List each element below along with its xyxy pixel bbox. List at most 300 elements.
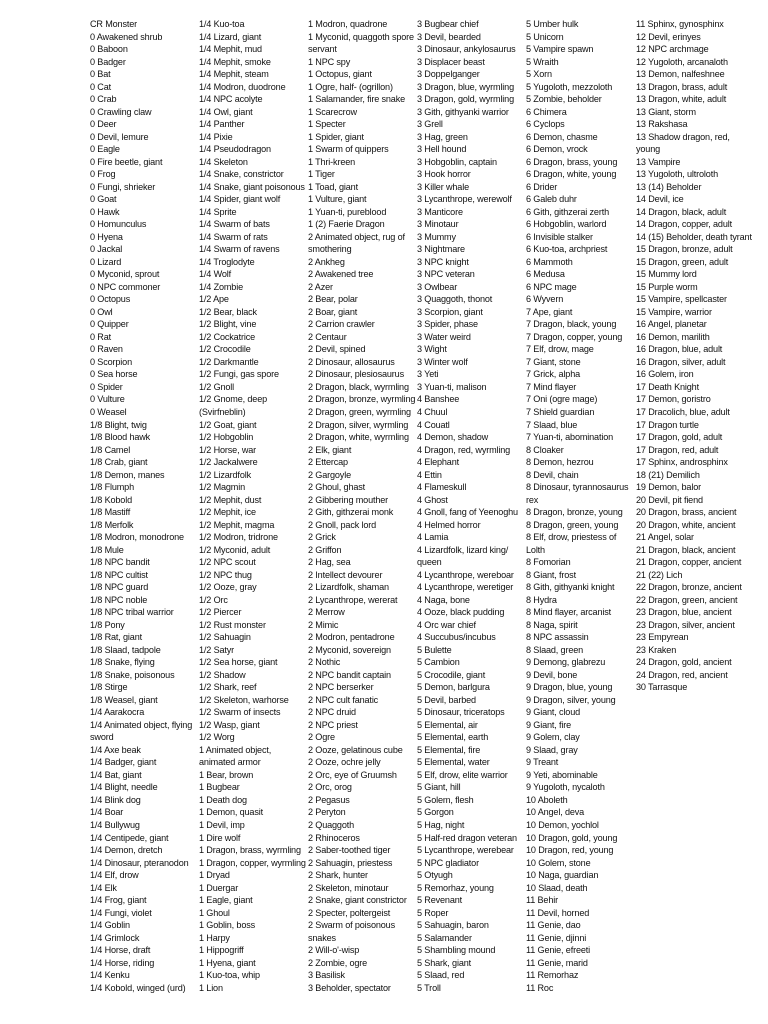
monster-entry: 5 Elemental, water [417,757,490,768]
monster-entry: 2 Gibbering mouther [308,494,389,505]
monster-entry: 2 Ghoul, ghast [308,482,366,493]
monster-entry: 3 Devil, bearded [417,31,481,42]
monster-entry: 1/4 Fungi, violet [90,907,152,918]
monster-entry: 5 Dinosaur, triceratops [417,707,505,718]
monster-entry: 1 Kuo-toa, whip [199,970,260,981]
monster-entry: 8 Dragon, bronze, young [526,507,623,518]
monster-entry: 8 Elf, drow, priestess of Lolth [526,532,617,555]
monster-entry: 3 Water weird [417,331,471,342]
monster-entry: 2 Merrow [308,607,345,618]
monster-entry: 0 Scorpion [90,356,132,367]
monster-entry: 5 Crocodile, giant [417,669,486,680]
monster-entry: 2 Dragon, black, wyrmling [308,381,409,392]
monster-entry: 1/4 Snake, constrictor [199,169,284,180]
monster-entry: 2 NPC berserker [308,682,374,693]
monster-entry: 0 Badger [90,56,126,67]
monster-entry: 5 Half-red dragon veteran [417,832,517,843]
monster-entry: 5 Revenant [417,895,463,906]
monster-entry: 1 Modron, quadrone [308,19,388,29]
monster-entry: 4 Dragon, red, wyrmling [417,444,511,455]
monster-entry: 13 Yugoloth, ultroloth [636,169,718,180]
monster-entry: 1/8 Snake, poisonous [90,669,175,680]
monster-entry: 1/4 Sprite [199,206,237,217]
monster-entry: 2 Myconid, sovereign [308,644,391,655]
monster-entry: 6 Medusa [526,269,565,280]
monster-entry: 2 Orc, orog [308,782,352,793]
monster-entry: 1/2 Bear, black [199,306,257,317]
monster-entry: 9 Giant, fire [526,719,572,730]
monster-entry: 3 Gith, githyanki warrior [417,106,509,117]
monster-column-1 [90,18,200,994]
monster-entry: 4 Chuul [417,406,448,417]
monster-entry: 1/2 Lizardfolk [199,469,251,480]
monster-entry: 5 Devil, barbed [417,694,476,705]
monster-entry: 1 Hippogriff [199,945,244,956]
monster-entry: 1 Harpy [199,932,230,943]
monster-entry: 1/2 Worg [199,732,235,743]
monster-entry: 1/4 Swarm of rats [199,231,268,242]
monster-entry: 5 Sahuagin, baron [417,920,489,931]
monster-entry: 2 Animated object, rug of smothering [308,231,405,255]
monster-entry: 3 Mummy [417,231,456,242]
monster-entry: 8 Dragon, green, young [526,519,619,530]
monster-entry: 1 Bugbear [199,782,240,793]
monster-entry: 8 Giant, frost [526,569,576,580]
monster-entry: 2 NPC cult fanatic [308,694,379,705]
monster-entry: 0 Octopus [90,294,131,305]
monster-entry: 15 Dragon, green, adult [636,256,729,267]
monster-entry: 2 Carrion crawler [308,319,375,330]
monster-entry: 15 Mummy lord [636,269,697,280]
monster-entry: 1 Duergar [199,882,239,893]
monster-entry: 1/8 Demon, manes [90,469,165,480]
monster-entry: 0 Weasel [90,406,127,417]
monster-entry: 1/2 Gnome, deep (Svirfneblin) [199,394,268,417]
monster-entry: 5 Hag, night [417,820,465,830]
monster-entry: 0 Frog [90,169,116,180]
monster-entry: 10 Angel, deva [526,807,585,818]
monster-entry: 1/4 Skeleton [199,156,248,167]
monster-entry: 4 Orc war chief [417,619,476,630]
monster-entry: 5 Elemental, air [417,719,478,730]
monster-entry: 0 Awakened shrub [90,31,163,42]
monster-entry: 10 Aboleth [526,794,568,805]
monster-entry: 2 Devil, spined [308,344,366,355]
monster-entry: 2 Lycanthrope, wererat [308,594,398,605]
monster-entry: 20 Dragon, white, ancient [636,519,736,530]
monster-entry: 3 Wight [417,344,447,355]
monster-entry: 2 Intellect devourer [308,569,383,580]
monster-entry: 13 Dragon, white, adult [636,94,727,105]
monster-entry: 3 Yeti [417,369,439,380]
monster-entry: 8 Cloaker [526,444,564,455]
monster-entry: 1 Dryad [199,870,230,881]
monster-entry: 5 Remorhaz, young [417,882,494,893]
monster-entry: 0 Lizard [90,256,122,267]
monster-entry: 24 Dragon, red, ancient [636,669,728,680]
monster-entry: 5 Shark, giant [417,957,472,968]
monster-entry: 1/8 Rat, giant [90,632,142,643]
monster-entry: 2 Swarm of poisonous snakes [308,920,395,943]
monster-entry: 5 Slaad, red [417,970,465,981]
monster-entry: 2 Boar, giant [308,306,358,317]
monster-entry: 1 Myconid, quaggoth spore servant [308,31,414,55]
monster-entry: 3 Doppelganger [417,69,480,80]
monster-entry: 0 Crawling claw [90,106,152,117]
monster-entry: 1/8 NPC bandit [90,557,150,568]
monster-entry: 7 Slaad, blue [526,419,578,430]
monster-entry: 1/4 Troglodyte [199,256,255,267]
monster-entry: 1/4 Blink dog [90,794,141,805]
monster-entry: 5 Yugoloth, mezzoloth [526,81,613,92]
monster-entry: 2 Rhinoceros [308,832,360,843]
monster-entry: 0 Goat [90,194,117,205]
monster-entry: 1/4 Mephit, mud [199,44,262,55]
monster-entry: 5 Elf, drow, elite warrior [417,769,508,780]
monster-entry: 5 Troll [417,982,441,993]
monster-entry: 3 Scorpion, giant [417,306,483,317]
monster-entry: 1/4 Grimlock [90,932,140,943]
monster-entry: 8 Mind flayer, arcanist [526,607,612,618]
monster-entry: 11 Devil, horned [526,907,590,918]
monster-entry: 2 Elk, giant [308,444,352,455]
monster-entry: 5 Gorgon [417,807,454,818]
monster-entry: 16 Dragon, blue, adult [636,344,723,355]
monster-entry: 1/8 Merfolk [90,519,134,530]
monster-entry: 16 Angel, planetar [636,319,707,330]
monster-entry: 1/2 Skeleton, warhorse [199,694,289,705]
monster-entry: 9 Devil, bone [526,669,578,680]
monster-entry: 1/4 Snake, giant poisonous [199,181,305,192]
monster-entry: 1/4 Dinosaur, pteranodon [90,857,189,868]
monster-entry: 1 Hyena, giant [199,957,256,968]
monster-entry: 24 Dragon, gold, ancient [636,657,732,668]
monster-entry: 4 Ooze, black pudding [417,607,505,618]
monster-entry: 1/2 Mephit, dust [199,494,262,505]
monster-entry: 13 Vampire [636,156,681,167]
monster-entry: 5 Cambion [417,657,460,668]
monster-entry: 1/4 Zombie [199,281,243,292]
monster-entry: 3 Yuan-ti, malison [417,381,487,392]
monster-entry: 1/4 Aarakocra [90,707,145,718]
monster-entry: 17 Death Knight [636,381,699,392]
monster-entry: 8 Hydra [526,594,557,605]
monster-entry: 2 Dragon, white, wyrmling [308,432,409,443]
monster-entry: 5 Vampire spawn [526,44,594,55]
monster-entry: 1 Scarecrow [308,106,357,117]
monster-entry: 1/2 Myconid, adult [199,544,271,555]
monster-entry: 2 Dinosaur, allosaurus [308,356,395,367]
monster-entry: 3 Dragon, blue, wyrmling [417,81,514,92]
monster-entry: 2 Shark, hunter [308,870,368,881]
monster-entry: 17 Dracolich, blue, adult [636,406,730,417]
monster-entry: 7 Mind flayer [526,381,577,392]
monster-entry: 14 Dragon, black, adult [636,206,727,217]
monster-entry: 5 Elemental, fire [417,744,481,755]
monster-entry: 1/4 Horse, riding [90,957,155,968]
monster-entry: 5 Bulette [417,644,452,655]
monster-entry: 2 Ettercap [308,457,348,468]
monster-entry: 15 Dragon, bronze, adult [636,244,733,255]
monster-entry: 9 Yeti, abominable [526,769,598,780]
monster-entry: 1/8 Blight, twig [90,419,147,430]
monster-entry: 30 Tarrasque [636,682,688,693]
monster-entry: 7 Elf, drow, mage [526,344,594,355]
monster-entry: 1 Specter [308,119,346,130]
monster-entry: 10 Dragon, red, young [526,845,614,856]
monster-entry: 2 Centaur [308,331,347,342]
monster-entry: 1/2 Darkmantle [199,356,259,367]
monster-entry: 13 Shadow dragon, red, young [636,131,730,155]
monster-entry: 11 Genie, dao [526,920,581,931]
monster-entry: 5 Lycanthrope, werebear [417,845,514,856]
monster-entry: 1/4 NPC acolyte [199,94,263,105]
monster-entry: 9 Demong, glabrezu [526,657,606,668]
monster-entry: 0 Rat [90,331,111,342]
monster-entry: 10 Dragon, gold, young [526,832,618,843]
monster-entry: 1/2 Modron, tridrone [199,532,278,543]
monster-column-4 [417,18,527,994]
monster-entry: 0 Hyena [90,231,123,242]
monster-entry: 23 Kraken [636,644,677,655]
monster-entry: 10 Golem, stone [526,857,591,868]
monster-entry: 1/4 Bat, giant [90,769,142,780]
monster-entry: 2 Ankheg [308,256,345,267]
monster-entry: 23 Empyrean [636,632,689,643]
monster-entry: 3 Dragon, gold, wyrmling [417,94,514,105]
monster-entry: 6 Dragon, brass, young [526,156,618,167]
monster-entry: 2 Dragon, silver, wyrmling [308,419,409,430]
monster-entry: 1 Death dog [199,794,247,805]
monster-entry: 3 Grell [417,119,443,130]
monster-entry: 1/2 Sea horse, giant [199,657,278,668]
monster-entry: 1 Swarm of quippers [308,144,389,155]
monster-entry: 1/2 Ape [199,294,229,305]
monster-entry: 1/2 Sahuagin [199,632,251,643]
monster-column-3 [308,18,418,994]
monster-entry: 11 Behir [526,895,558,906]
monster-entry: 1 Tiger [308,169,335,180]
monster-entry: 1 Thri-kreen [308,156,356,167]
monster-entry: 3 Quaggoth, thonot [417,294,493,305]
monster-entry: 6 Dragon, white, young [526,169,617,180]
monster-entry: 6 Invisible stalker [526,231,593,242]
monster-entry: 0 Hawk [90,206,120,217]
monster-entry: 5 Wraith [526,56,559,67]
monster-entry: 0 Deer [90,119,117,130]
monster-entry: 1 Dragon, copper, wyrmling [199,857,306,868]
monster-entry: 1 Eagle, giant [199,895,253,906]
monster-entry: 16 Dragon, silver, adult [636,356,726,367]
monster-entry: 3 Minotaur [417,219,459,230]
monster-entry: 13 Giant, storm [636,106,696,117]
monster-entry: 0 Fire beetle, giant [90,156,163,167]
monster-entry: 2 Bear, polar [308,294,358,305]
monster-entry: 1/2 Satyr [199,644,235,655]
monster-entry: 15 Vampire, warrior [636,306,712,317]
monster-entry: 4 Succubus/incubus [417,632,496,643]
monster-entry: 8 Gith, githyanki knight [526,582,615,593]
monster-entry: 11 Remorhaz [526,970,579,981]
monster-entry: 1/2 Mephit, magma [199,519,275,530]
monster-entry: 6 Wyvern [526,294,564,305]
monster-entry: 6 Demon, chasme [526,131,598,142]
monster-entry: 1 (2) Faerie Dragon [308,219,385,230]
monster-entry: 4 Ettin [417,469,442,480]
monster-entry: 4 Flameskull [417,482,467,493]
monster-entry: 20 Devil, pit fiend [636,494,703,505]
monster-entry: 3 Manticore [417,206,463,217]
monster-entry: 14 (15) Beholder, death tyrant [636,231,752,242]
monster-entry: 12 NPC archmage [636,44,709,55]
monster-entry: 4 Lizardfolk, lizard king/ queen [417,544,509,568]
monster-entry: 10 Demon, yochlol [526,820,599,830]
monster-entry: 3 Lycanthrope, werewolf [417,194,512,205]
monster-entry: 1 Toad, giant [308,181,358,192]
monster-entry: 1 Devil, imp [199,820,245,830]
monster-entry: 4 Gnoll, fang of Yeenoghu [417,507,518,518]
monster-entry: 0 Jackal [90,244,123,255]
monster-entry: 9 Giant, cloud [526,707,581,718]
monster-entry: 4 Elephant [417,457,459,468]
monster-entry: 4 Helmed horror [417,519,481,530]
monster-entry: 4 Ghost [417,494,448,505]
monster-entry: 1 Spider, giant [308,131,364,142]
monster-entry: 1/2 Orc [199,594,228,605]
monster-entry: 1/8 Mule [90,544,124,555]
monster-entry: 1/8 Snake, flying [90,657,155,668]
monster-entry: 1 Vulture, giant [308,194,367,205]
monster-entry: 3 Beholder, spectator [308,982,391,993]
monster-entry: 1/4 Pixie [199,131,233,142]
monster-entry: 1 Dragon, brass, wyrmling [199,845,301,856]
monster-entry: 13 Rakshasa [636,119,688,130]
monster-entry: 2 NPC bandit captain [308,669,391,680]
monster-entry: 0 Homunculus [90,219,147,230]
monster-entry: 5 Unicorn [526,31,564,42]
monster-column-6 [636,18,752,694]
monster-entry: 1/8 NPC cultist [90,569,148,580]
monster-entry: 13 Dragon, brass, adult [636,81,728,92]
monster-entry: 1/2 Mephit, ice [199,507,256,518]
monster-entry: 1/4 Axe beak [90,744,141,755]
monster-entry: 2 Azer [308,281,333,292]
monster-entry: 2 Skeleton, minotaur [308,882,389,893]
monster-entry: 4 Couatl [417,419,450,430]
monster-entry: 0 Bat [90,69,111,80]
monster-entry: 1/2 NPC thug [199,569,252,580]
monster-entry: 1/2 Crocodile [199,344,251,355]
monster-entry: 1/4 Demon, dretch [90,845,163,856]
monster-entry: 11 Roc [526,982,554,993]
monster-entry: 1 Octopus, giant [308,69,372,80]
monster-entry: 1/8 Weasel, giant [90,694,158,705]
monster-entry: 13 Demon, nalfeshnee [636,69,725,80]
monster-entry: 9 Golem, clay [526,732,580,743]
monster-entry: 10 Slaad, death [526,882,588,893]
monster-entry: 1/4 Blight, needle [90,782,158,793]
monster-entry: 7 Giant, stone [526,356,581,367]
monster-entry: 1/2 Rust monster [199,619,266,630]
monster-entry: 3 NPC knight [417,256,469,267]
monster-entry: 6 Cyclops [526,119,565,130]
monster-entry: 23 Dragon, silver, ancient [636,619,735,630]
monster-entry: 23 Dragon, blue, ancient [636,607,732,618]
monster-entry: 1/2 Wasp, giant [199,719,260,730]
monster-entry: 7 Dragon, copper, young [526,331,623,342]
monster-entry: 1/4 Panther [199,119,245,130]
monster-entry: 0 Quipper [90,319,129,330]
monster-entry: 6 Hobgoblin, warlord [526,219,607,230]
monster-entry: 2 NPC priest [308,719,358,730]
monster-entry: 6 Gith, githzerai zerth [526,206,609,217]
monster-entry: 1 Demon, quasit [199,807,263,818]
monster-entry: 1 Salamander, fire snake [308,94,405,105]
monster-entry: 1/2 Blight, vine [199,319,257,330]
monster-entry: 2 Modron, pentadrone [308,632,395,643]
monster-entry: 2 Will-o'-wisp [308,945,360,956]
monster-entry: 12 Yugoloth, arcanaloth [636,56,728,67]
monster-entry: 1/2 Ooze, gray [199,582,257,593]
monster-entry: 2 Griffon [308,544,342,555]
monster-entry: 4 Demon, shadow [417,432,489,443]
monster-entry: 2 Gith, githzerai monk [308,507,394,518]
monster-entry: 5 Xorn [526,69,552,80]
monster-entry: 7 Dragon, black, young [526,319,617,330]
monster-entry: 2 Quaggoth [308,820,355,830]
monster-entry: 22 Dragon, green, ancient [636,594,738,605]
monster-entry: 4 Lycanthrope, wereboar [417,569,514,580]
monster-entry: 1/8 Flumph [90,482,134,493]
monster-entry: 2 Gargoyle [308,469,351,480]
monster-entry: 2 Awakened tree [308,269,374,280]
monster-entry: 21 (22) Lich [636,569,683,580]
monster-entry: 1/2 Shadow [199,669,246,680]
monster-entry: 1/4 Lizard, giant [199,31,262,42]
monster-entry: 0 Cat [90,81,111,92]
monster-entry: 21 Angel, solar [636,532,694,543]
monster-entry: 13 (14) Beholder [636,181,702,192]
monster-column-5 [526,18,636,994]
monster-entry: 1 Yuan-ti, pureblood [308,206,387,217]
monster-entry: 3 Hobgoblin, captain [417,156,497,167]
monster-entry: 7 Shield guardian [526,406,595,417]
monster-entry: 6 Demon, vrock [526,144,588,155]
monster-entry: 0 NPC commoner [90,281,161,292]
monster-entry: 4 Lamia [417,532,449,543]
monster-entry: 16 Golem, iron [636,369,694,380]
monster-entry: 4 Naga, bone [417,594,470,605]
monster-entry: 2 Dinosaur, plesiosaurus [308,369,404,380]
monster-entry: 1/8 Blood hawk [90,432,151,443]
monster-entry: 3 Spider, phase [417,319,478,330]
monster-entry: 2 Saber-toothed tiger [308,845,391,856]
monster-entry: 3 Killer whale [417,181,469,192]
monster-entry: 8 Fomorian [526,557,571,568]
monster-entry: 6 Kuo-toa, archpriest [526,244,608,255]
monster-entry: 5 Umber hulk [526,19,579,29]
monster-entry: 0 Spider [90,381,123,392]
monster-entry: 7 Yuan-ti, abomination [526,432,614,443]
monster-entry: 3 NPC veteran [417,269,475,280]
monster-entry: 2 Ooze, gelatinous cube [308,744,403,755]
monster-entry: 1/4 Wolf [199,269,231,280]
monster-entry: 17 Dragon turtle [636,419,699,430]
monster-entry: 1/2 NPC scout [199,557,256,568]
monster-entry: 5 Otyugh [417,870,453,881]
monster-entry: 2 Grick [308,532,336,543]
monster-entry: 5 Elemental, earth [417,732,489,743]
